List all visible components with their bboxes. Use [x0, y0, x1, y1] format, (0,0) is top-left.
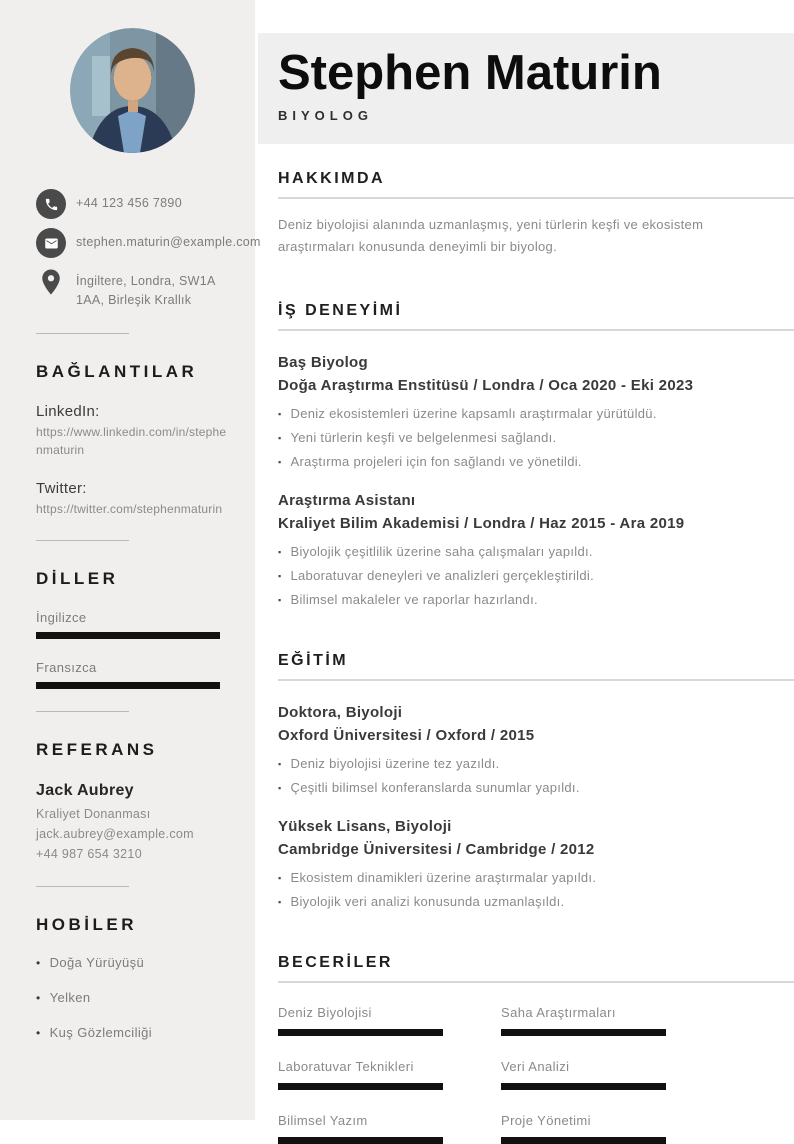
- bullet-text: Laboratuvar deneyleri ve analizleri gerçekleştirildi.: [290, 568, 594, 584]
- skill-item: [278, 1059, 443, 1090]
- skill-name: Proje Yönetimi: [501, 1113, 591, 1129]
- bullet-icon: ▪: [278, 897, 282, 908]
- contact-phone: [36, 189, 229, 219]
- degree-name: Yüksek Lisans, Biyoloji: [278, 818, 452, 836]
- job-meta: Kraliyet Bilim Akademisi / Londra / Haz 2015 - Ara 2019: [278, 514, 685, 532]
- reference-phone: +44 987 654 3210: [36, 846, 142, 861]
- languages-title: DİLLER: [36, 568, 119, 588]
- degree-bullet: [278, 894, 794, 909]
- header-band: [258, 33, 794, 144]
- person-name: Stephen Maturin: [278, 46, 662, 100]
- skill-item: [501, 1005, 666, 1036]
- about-title: HAKKIMDA: [278, 170, 794, 199]
- skill-level-bar: [278, 1083, 443, 1090]
- language-name: İngilizce: [36, 609, 87, 625]
- degree-bullet: [278, 780, 794, 795]
- sidebar-divider: [36, 333, 129, 334]
- job-bullet: [278, 406, 794, 421]
- skill-item: [278, 1005, 443, 1036]
- bullet-icon: ▪: [278, 409, 282, 420]
- email-value: stephen.maturin@example.com: [76, 235, 261, 249]
- bullet-icon: •: [36, 955, 41, 970]
- about-text: Deniz biyolojisi alanında uzmanlaşmış, yeni türlerin keşfi ve ekosistem araştırmaları konusunda deneyimli bir biyolog.: [278, 217, 704, 254]
- sidebar-divider: [36, 540, 129, 541]
- education-entry: [278, 702, 794, 795]
- hobby-item: [36, 955, 229, 970]
- language-level-bar: [36, 632, 220, 639]
- phone-value: +44 123 456 7890: [76, 196, 182, 210]
- hobby-label: Kuş Gözlemciliği: [49, 1024, 153, 1040]
- reference-name: Jack Aubrey: [36, 781, 134, 799]
- linkedin-label: LinkedIn:: [36, 402, 100, 420]
- bullet-icon: ▪: [278, 783, 282, 794]
- bullet-icon: •: [36, 990, 41, 1005]
- degree-name: Doktora, Biyoloji: [278, 704, 403, 722]
- experience-entry: [278, 352, 794, 469]
- experience-title: İŞ DENEYİMİ: [278, 302, 794, 331]
- skills-title: BECERİLER: [278, 954, 794, 983]
- bullet-text: Çeşitli bilimsel konferanslarda sunumlar yapıldı.: [290, 780, 580, 796]
- bullet-icon: •: [36, 1025, 41, 1040]
- skill-name: Deniz Biyolojisi: [278, 1005, 372, 1021]
- contact-email: [36, 228, 261, 258]
- bullet-icon: ▪: [278, 457, 282, 468]
- job-bullet: [278, 544, 794, 559]
- hobbies-title: HOBİLER: [36, 914, 137, 934]
- skill-name: Bilimsel Yazım: [278, 1113, 368, 1129]
- location-icon: [36, 267, 66, 297]
- sidebar: [0, 0, 261, 1120]
- bullet-text: Deniz ekosistemleri üzerine kapsamlı araştırmalar yürütüldü.: [290, 406, 657, 422]
- bullet-icon: ▪: [278, 595, 282, 606]
- bullet-icon: ▪: [278, 571, 282, 582]
- skill-level-bar: [501, 1083, 666, 1090]
- job-role: Araştırma Asistanı: [278, 492, 416, 510]
- skill-item: [501, 1113, 666, 1144]
- languages-section: [36, 569, 229, 689]
- job-bullet: [278, 430, 794, 445]
- bullet-text: Bilimsel makaleler ve raporlar hazırlandı.: [290, 592, 538, 608]
- job-bullet: [278, 454, 794, 469]
- degree-meta: Cambridge Üniversitesi / Cambridge / 2012: [278, 840, 595, 858]
- connections-title: BAĞLANTILAR: [36, 361, 198, 381]
- skill-level-bar: [278, 1137, 443, 1144]
- experience-entry: [278, 490, 794, 607]
- education-entry: [278, 816, 794, 909]
- bullet-icon: ▪: [278, 759, 282, 770]
- hobby-label: Yelken: [49, 989, 91, 1005]
- job-role: Baş Biyolog: [278, 354, 368, 372]
- phone-icon: [36, 189, 66, 219]
- degree-bullet: [278, 756, 794, 771]
- contact-location: [36, 267, 229, 311]
- education-section: [278, 652, 794, 909]
- hobby-label: Doğa Yürüyüşü: [49, 954, 145, 970]
- skill-name: Saha Araştırmaları: [501, 1005, 616, 1021]
- skill-item: [278, 1113, 443, 1144]
- bullet-icon: ▪: [278, 547, 282, 558]
- job-bullet: [278, 568, 794, 583]
- bullet-text: Araştırma projeleri için fon sağlandı ve yönetildi.: [290, 454, 582, 470]
- linkedin-url: https://www.linkedin.com/in/stephenmaturin: [36, 424, 227, 457]
- sidebar-divider: [36, 711, 129, 712]
- degree-meta: Oxford Üniversitesi / Oxford / 2015: [278, 726, 535, 744]
- bullet-text: Ekosistem dinamikleri üzerine araştırmalar yapıldı.: [290, 870, 597, 886]
- job-bullet: [278, 592, 794, 607]
- education-title: EĞİTİM: [278, 652, 794, 681]
- skill-item: [501, 1059, 666, 1090]
- reference-email: jack.aubrey@example.com: [36, 826, 194, 841]
- reference-section: [36, 740, 229, 864]
- bullet-text: Biyolojik çeşitlilik üzerine saha çalışmaları yapıldı.: [290, 544, 593, 560]
- profile-photo: [70, 28, 195, 153]
- person-job-title: BIYOLOG: [278, 108, 373, 124]
- contact-info: [36, 189, 261, 311]
- job-meta: Doğa Araştırma Enstitüsü / Londra / Oca 2020 - Eki 2023: [278, 376, 694, 394]
- bullet-icon: ▪: [278, 433, 282, 444]
- skill-level-bar: [501, 1029, 666, 1036]
- skill-name: Veri Analizi: [501, 1059, 570, 1075]
- degree-bullet: [278, 870, 794, 885]
- hobbies-section: [36, 915, 229, 1040]
- skills-section: [278, 954, 794, 1144]
- reference-title: REFERANS: [36, 739, 158, 759]
- email-icon: [36, 228, 66, 258]
- experience-section: [278, 302, 794, 607]
- reference-organization: Kraliyet Donanması: [36, 806, 151, 821]
- twitter-label: Twitter:: [36, 479, 87, 497]
- bullet-text: Deniz biyolojisi üzerine tez yazıldı.: [290, 756, 500, 772]
- main-content: [258, 0, 794, 1144]
- hobby-item: [36, 990, 229, 1005]
- twitter-url: https://twitter.com/stephenmaturin: [36, 501, 223, 516]
- skill-level-bar: [501, 1137, 666, 1144]
- language-level-bar: [36, 682, 220, 689]
- bullet-text: Biyolojik veri analizi konusunda uzmanlaşıldı.: [290, 894, 565, 910]
- sidebar-divider: [36, 886, 129, 887]
- about-section: [278, 170, 794, 257]
- skill-level-bar: [278, 1029, 443, 1036]
- location-value: İngiltere, Londra, SW1A 1AA, Birleşik Krallık: [76, 274, 215, 308]
- connections-section: [36, 362, 229, 518]
- language-name: Fransızca: [36, 659, 97, 675]
- bullet-text: Yeni türlerin keşfi ve belgelenmesi sağlandı.: [290, 430, 557, 446]
- hobby-item: [36, 1025, 229, 1040]
- bullet-icon: ▪: [278, 873, 282, 884]
- skill-name: Laboratuvar Teknikleri: [278, 1059, 414, 1075]
